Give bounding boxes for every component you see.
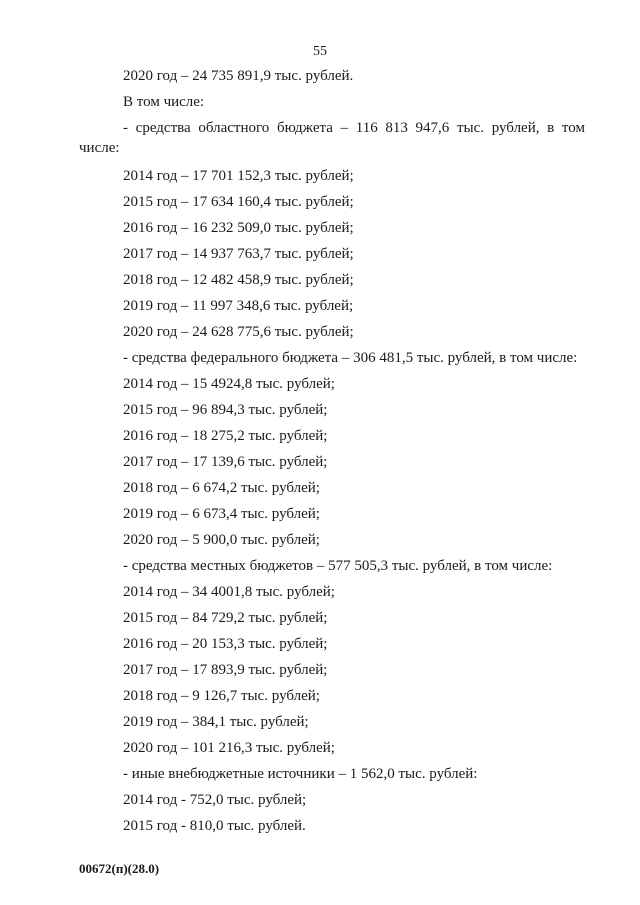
text-line: 2020 год – 5 900,0 тыс. рублей; <box>123 532 320 548</box>
text-line: 2017 год – 14 937 763,7 тыс. рублей; <box>123 246 354 262</box>
text-line: В том числе: <box>123 94 205 110</box>
text-line: числе: <box>79 140 120 156</box>
text-line: 2018 год – 12 482 458,9 тыс. рублей; <box>123 272 354 288</box>
document-body <box>79 66 585 842</box>
text-line: 2014 год – 17 701 152,3 тыс. рублей; <box>123 168 354 184</box>
text-line: 2019 год – 384,1 тыс. рублей; <box>123 714 309 730</box>
document-code: 00672(п)(28.0) <box>79 861 160 876</box>
text-line: 2016 год – 16 232 509,0 тыс. рублей; <box>123 220 354 236</box>
text-line: 2019 год – 11 997 348,6 тыс. рублей; <box>123 298 354 314</box>
text-line: 2018 год – 9 126,7 тыс. рублей; <box>123 688 320 704</box>
text-line: 2015 год – 84 729,2 тыс. рублей; <box>123 610 328 626</box>
text-line: 2019 год – 6 673,4 тыс. рублей; <box>123 506 320 522</box>
text-line: 2018 год – 6 674,2 тыс. рублей; <box>123 480 320 496</box>
text-line: - средства местных бюджетов – 577 505,3 тыс. рублей, в том числе: <box>123 558 553 574</box>
text-line: - средства федерального бюджета – 306 481,5 тыс. рублей, в том числе: <box>123 350 578 366</box>
text-line: 2014 год – 34 4001,8 тыс. рублей; <box>123 584 335 600</box>
text-line: 2014 год - 752,0 тыс. рублей; <box>123 792 307 808</box>
text-line: 2020 год – 24 628 775,6 тыс. рублей; <box>123 324 354 340</box>
text-line: 2016 год – 20 153,3 тыс. рублей; <box>123 636 328 652</box>
text-line: 2020 год – 101 216,3 тыс. рублей; <box>123 740 335 756</box>
text-line: 2020 год – 24 735 891,9 тыс. рублей. <box>123 68 354 84</box>
text-line: 2015 год - 810,0 тыс. рублей. <box>123 818 306 834</box>
text-line: 2017 год – 17 893,9 тыс. рублей; <box>123 662 328 678</box>
text-line: 2016 год – 18 275,2 тыс. рублей; <box>123 428 328 444</box>
text-line: - средства областного бюджета – 116 813 947,6 тыс. рублей, в том <box>123 120 585 136</box>
text-line: - иные внебюджетные источники – 1 562,0 тыс. рублей: <box>123 766 478 782</box>
text-line: 2017 год – 17 139,6 тыс. рублей; <box>123 454 328 470</box>
text-line: 2015 год – 17 634 160,4 тыс. рублей; <box>123 194 354 210</box>
text-line: 2015 год – 96 894,3 тыс. рублей; <box>123 402 328 418</box>
page-number: 55 <box>313 44 327 59</box>
text-line: 2014 год – 15 4924,8 тыс. рублей; <box>123 376 335 392</box>
